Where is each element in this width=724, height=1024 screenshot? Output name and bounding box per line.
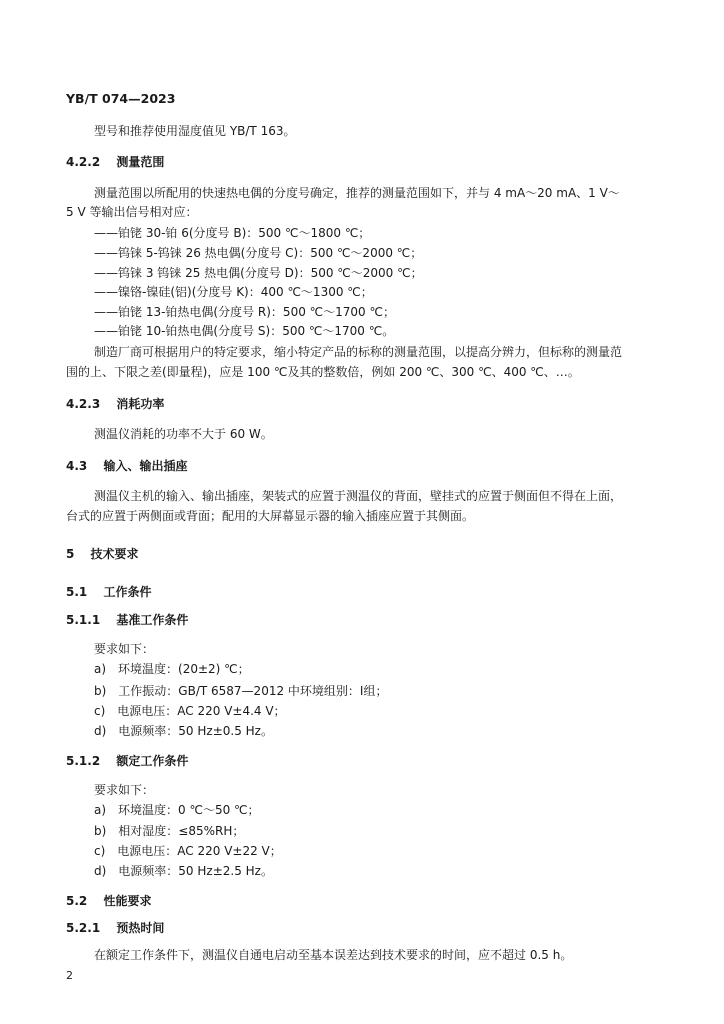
paragraph-line: 台式的应置于两侧面或背面；配用的大屏幕显示器的输入插座应置于其侧面。: [66, 509, 475, 523]
section-5-heading: [66, 546, 139, 563]
section-title: 输入、输出插座: [103, 459, 188, 473]
section-4-3-heading: [66, 458, 187, 475]
section-title: 技术要求: [90, 547, 139, 561]
list-item: c) 电源电压：AC 220 V±4.4 V；: [94, 704, 286, 718]
section-number: 5.1: [66, 585, 88, 599]
page-number: 2: [66, 969, 73, 982]
list-item: ——钨铼 5-钨铼 26 热电偶(分度号 C)：500 ℃～2000 ℃；: [94, 246, 423, 260]
paragraph-line: 测温仪消耗的功率不大于 60 W。: [94, 427, 273, 441]
section-title: 额定工作条件: [116, 754, 189, 768]
paragraph-line: 测温仪主机的输入、输出插座，架装式的应置于测温仪的背面，壁挂式的应置于侧面但不得在上面，: [94, 489, 623, 503]
list-item: b) 相对湿度：≤85%RH；: [94, 824, 245, 838]
list-item: a) 环境温度：0 ℃～50 ℃；: [94, 803, 260, 817]
paragraph-line: 5 V 等输出信号相对应：: [66, 205, 198, 219]
section-number: 4.2.3: [66, 397, 101, 411]
list-item: ——铂铑 10-铂热电偶(分度号 S)：500 ℃～1700 ℃。: [94, 324, 395, 338]
section-number: 4.3: [66, 459, 88, 473]
paragraph-line: 围的上、下限之差(即量程)，应是 100 ℃及其的整数倍，例如 200 ℃、300 ℃、400 ℃、…。: [66, 365, 580, 379]
list-item: ——钨铼 3 钨铼 25 热电偶(分度号 D)：500 ℃～2000 ℃；: [94, 266, 423, 280]
section-5-1-1-heading: [66, 612, 188, 629]
section-title: 工作条件: [103, 585, 152, 599]
paragraph-line: 制造厂商可根据用户的特定要求，缩小特定产品的标称的测量范围，以提高分辨力，但标称的测量范: [94, 345, 623, 359]
list-item: c) 电源电压：AC 220 V±22 V；: [94, 844, 282, 858]
paragraph-line: 要求如下：: [94, 642, 155, 656]
standard-number: YB/T 074—2023: [66, 91, 176, 106]
list-item: d) 电源频率：50 Hz±2.5 Hz。: [94, 864, 273, 878]
section-4-2-2-heading: [66, 154, 164, 171]
section-5-1-2-heading: [66, 753, 188, 770]
list-item: d) 电源频率：50 Hz±0.5 Hz。: [94, 724, 273, 738]
section-title: 基准工作条件: [116, 613, 189, 627]
section-number: 5.2.1: [66, 921, 101, 935]
section-number: 5: [66, 547, 75, 561]
intro-line: 型号和推荐使用湿度值见 YB/T 163。: [94, 124, 296, 138]
list-item: ——铂铑 30-铂 6(分度号 B)：500 ℃～1800 ℃；: [94, 226, 371, 240]
section-5-2-heading: [66, 893, 151, 910]
list-item: ——铂铑 13-铂热电偶(分度号 R)：500 ℃～1700 ℃；: [94, 305, 395, 319]
section-5-2-1-heading: [66, 920, 164, 937]
list-item: a) 环境温度：(20±2) ℃；: [94, 662, 250, 676]
list-item: b) 工作振动：GB/T 6587—2012 中环境组别：Ⅰ组；: [94, 684, 388, 698]
section-title: 性能要求: [103, 894, 152, 908]
section-number: 4.2.2: [66, 155, 101, 169]
list-item: ——镍铬-镍硅(铝)(分度号 K)：400 ℃～1300 ℃；: [94, 285, 373, 299]
section-title: 预热时间: [116, 921, 165, 935]
section-number: 5.1.2: [66, 754, 101, 768]
section-5-1-heading: [66, 584, 151, 601]
paragraph-line: 测量范围以所配用的快速热电偶的分度号确定，推荐的测量范围如下，并与 4 mA～20 mA、1 V～: [94, 186, 620, 200]
section-title: 消耗功率: [116, 397, 165, 411]
section-4-2-3-heading: [66, 396, 164, 413]
section-number: 5.1.1: [66, 613, 101, 627]
paragraph-line: 在额定工作条件下，测温仪自通电启动至基本误差达到技术要求的时间，应不超过 0.5 h。: [94, 948, 573, 962]
section-number: 5.2: [66, 894, 88, 908]
section-title: 测量范围: [116, 155, 165, 169]
paragraph-line: 要求如下：: [94, 783, 155, 797]
